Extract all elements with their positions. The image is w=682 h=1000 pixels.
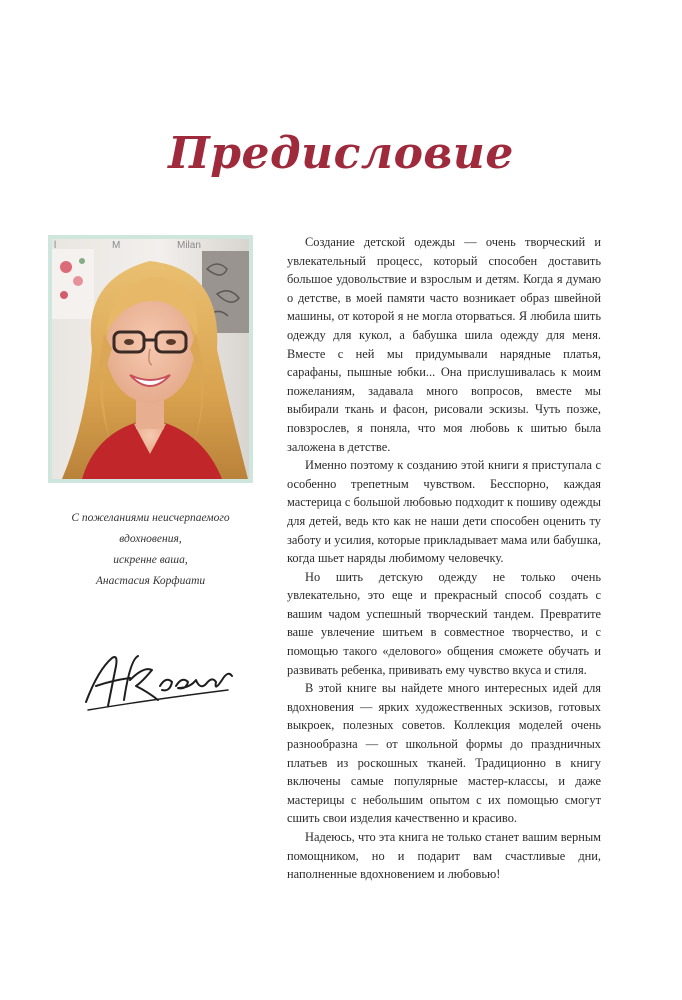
photo-letter: l	[54, 240, 57, 251]
dedication-line: Анастасия Корфиати	[95, 575, 206, 587]
photo-letter: M	[112, 240, 121, 251]
author-photo-frame	[48, 235, 253, 483]
page-title: Предисловие	[168, 128, 514, 179]
author-photo	[52, 239, 249, 479]
photo-letter: Milan	[177, 240, 201, 251]
preface-text	[287, 233, 601, 884]
paragraph: Создание детской одежды — очень творческий и увлекательный процесс, который способен доставить большое удовольствие и взрослым и детям. Когда я думаю о детстве, в моей памяти часто возникает образ швейной машины, от которой я не могла оторваться. Я любила шить одежду для кукол, а бабушка шила одежду для меня. Вместе с ней мы придумывали нарядные платья, сарафаны, пышные юбки... Она прислушивалась к моим пожеланиям, задавала много вопросов, вместе мы выбирали ткань и фасон, рисовали эскизы. Чуть позже, повзрослев, я поняла, что моя любовь к шитью была заложена в детстве.	[287, 235, 601, 454]
dedication-line: вдохновения,	[119, 533, 182, 545]
paragraph: Надеюсь, что эта книга не только станет вашим верным помощником, но и подарит вам счастливые дни, наполненные вдохновением и любовью!	[287, 830, 601, 882]
dedication-line: искренне ваша,	[113, 554, 188, 566]
paragraph: Но шить детскую одежду не только очень увлекательно, это еще и прекрасный способ создать с вашим чадом успешный творческий тандем. Превратите ваше увлечение шитьем в совместное творчество, и с помощью такого «делового» общения сможете обучать и развивать ребенка, прививать ему чувство вкуса и стиля.	[287, 569, 601, 677]
dedication	[48, 508, 253, 592]
paragraph: В этой книге вы найдете много интересных идей для вдохновения — ярких художественных эскизов, готовых выкроек, полезных советов. Коллекция моделей очень разнообразна — от школьной формы до праздничных платьев из роскошных тканей. Традиционно в книгу включены самые популярные мастер-классы, и даже мастерицы с небольшим опытом с их помощью смогут сшить свои изделия качественно и красиво.	[287, 681, 601, 826]
author-signature	[78, 640, 238, 720]
dedication-line: С пожеланиями неисчерпаемого	[71, 512, 230, 524]
paragraph: Именно поэтому к созданию этой книги я приступала с особенно трепетным чувством. Бесспорно, каждая мастерица с большой любовью подходит к пошиву одежды для детей, ведь кто как не наши дети способен оценить ту заботу и усилия, которые прикладывает мама или бабушка, когда шьет наряды любимому человечку.	[287, 458, 601, 566]
